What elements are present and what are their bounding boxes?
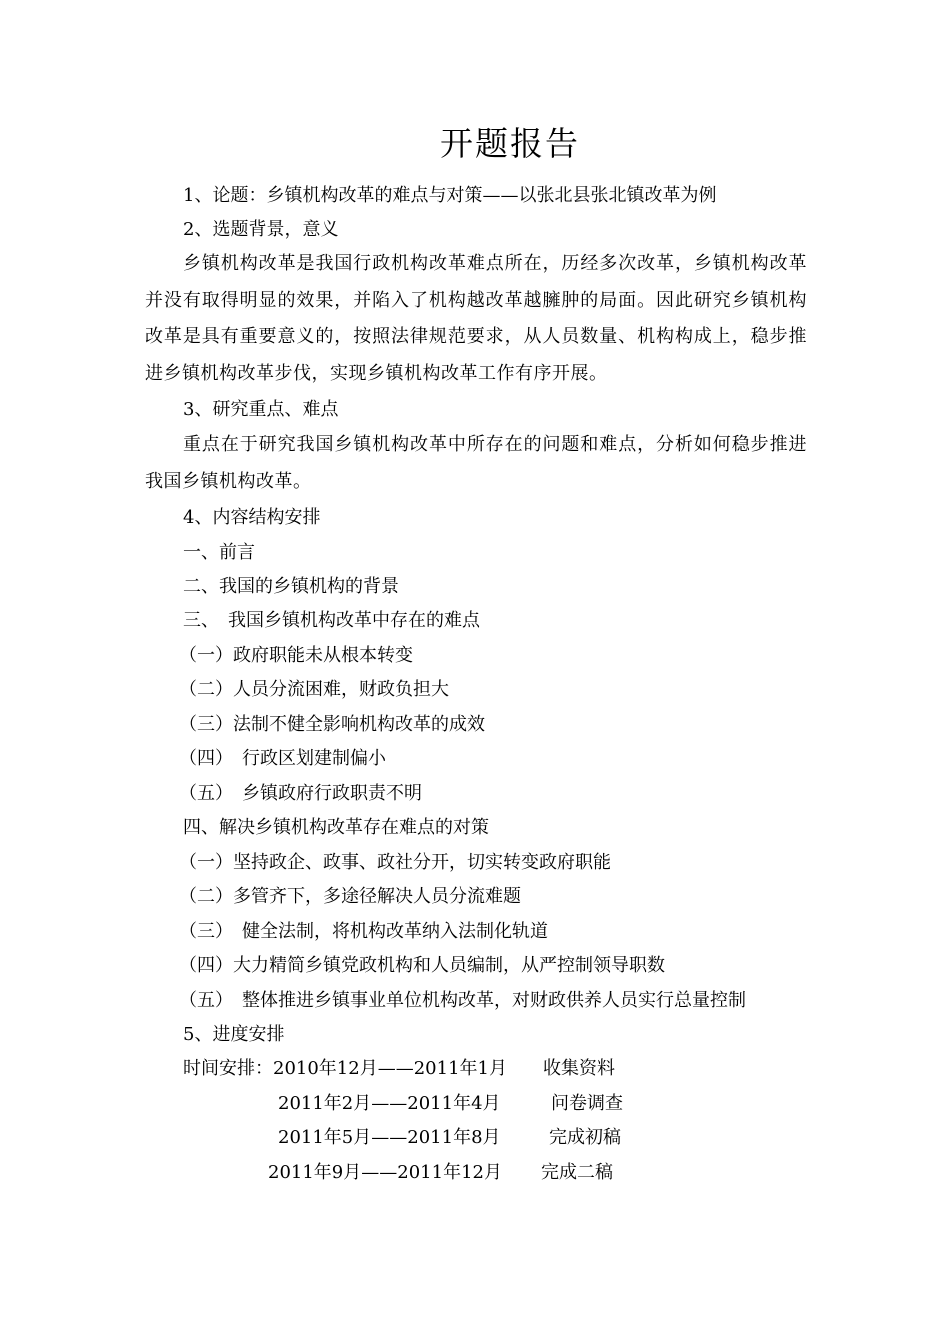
outline-item: （五） 乡镇政府行政职责不明 <box>179 783 422 804</box>
schedule-row <box>183 1057 615 1081</box>
topic-line: 1、论题：乡镇机构改革的难点与对策——以张北县张北镇改革为例 <box>183 185 717 206</box>
schedule-label: 时间安排： <box>183 1058 273 1079</box>
outline-item: （四）大力精简乡镇党政机构和人员编制，从严控制领导职数 <box>179 955 665 976</box>
outline-item: 二、我国的乡镇机构的背景 <box>183 576 399 597</box>
outline-item: （一）坚持政企、政事、政社分开，切实转变政府职能 <box>179 852 611 873</box>
outline-item: （一）政府职能未从根本转变 <box>179 645 413 666</box>
schedule-task: 收集资料 <box>543 1058 615 1079</box>
section-2-heading: 2、选题背景，意义 <box>183 219 339 240</box>
schedule-task: 完成初稿 <box>549 1127 621 1148</box>
schedule-row <box>268 1161 613 1185</box>
schedule-task: 问卷调查 <box>551 1093 623 1114</box>
outline-item: 三、 我国乡镇机构改革中存在的难点 <box>183 610 480 631</box>
schedule-period: 2011年2月——2011年4月 <box>278 1093 501 1114</box>
outline-item: （二）人员分流困难，财政负担大 <box>179 679 449 700</box>
outline-item: 一、前言 <box>183 542 255 563</box>
schedule-period: 2011年5月——2011年8月 <box>278 1127 501 1148</box>
section-3-body: 重点在于研究我国乡镇机构改革中所存在的问题和难点，分析如何稳步推进我国乡镇机构改革。 <box>145 434 807 492</box>
schedule-row <box>278 1126 621 1150</box>
outline-item: （五） 整体推进乡镇事业单位机构改革，对财政供养人员实行总量控制 <box>179 990 746 1011</box>
section-5-heading: 5、进度安排 <box>183 1024 285 1045</box>
section-3-heading: 3、研究重点、难点 <box>183 399 339 420</box>
outline-item: （三）法制不健全影响机构改革的成效 <box>179 714 485 735</box>
page-title: 开题报告 <box>440 124 580 163</box>
section-4-heading: 4、内容结构安排 <box>183 507 321 528</box>
schedule-task: 完成二稿 <box>541 1162 613 1183</box>
schedule-row <box>278 1092 623 1116</box>
outline-item: （四） 行政区划建制偏小 <box>179 748 386 769</box>
outline-item: （三） 健全法制，将机构改革纳入法制化轨道 <box>179 921 548 942</box>
schedule-period: 2011年9月——2011年12月 <box>268 1162 502 1183</box>
schedule-period: 2010年12月——2011年1月 <box>273 1058 507 1079</box>
outline-item: 四、解决乡镇机构改革存在难点的对策 <box>183 817 489 838</box>
outline-item: （二）多管齐下，多途径解决人员分流难题 <box>179 886 521 907</box>
section-2-body: 乡镇机构改革是我国行政机构改革难点所在，历经多次改革，乡镇机构改革并没有取得明显的效果，并陷入了机构越改革越臃肿的局面。因此研究乡镇机构改革是具有重要意义的，按照法律规范要求，从人员数量、机构构成上，稳步推进乡镇机构改革步伐，实现乡镇机构改革工作有序开展。 <box>145 253 807 384</box>
